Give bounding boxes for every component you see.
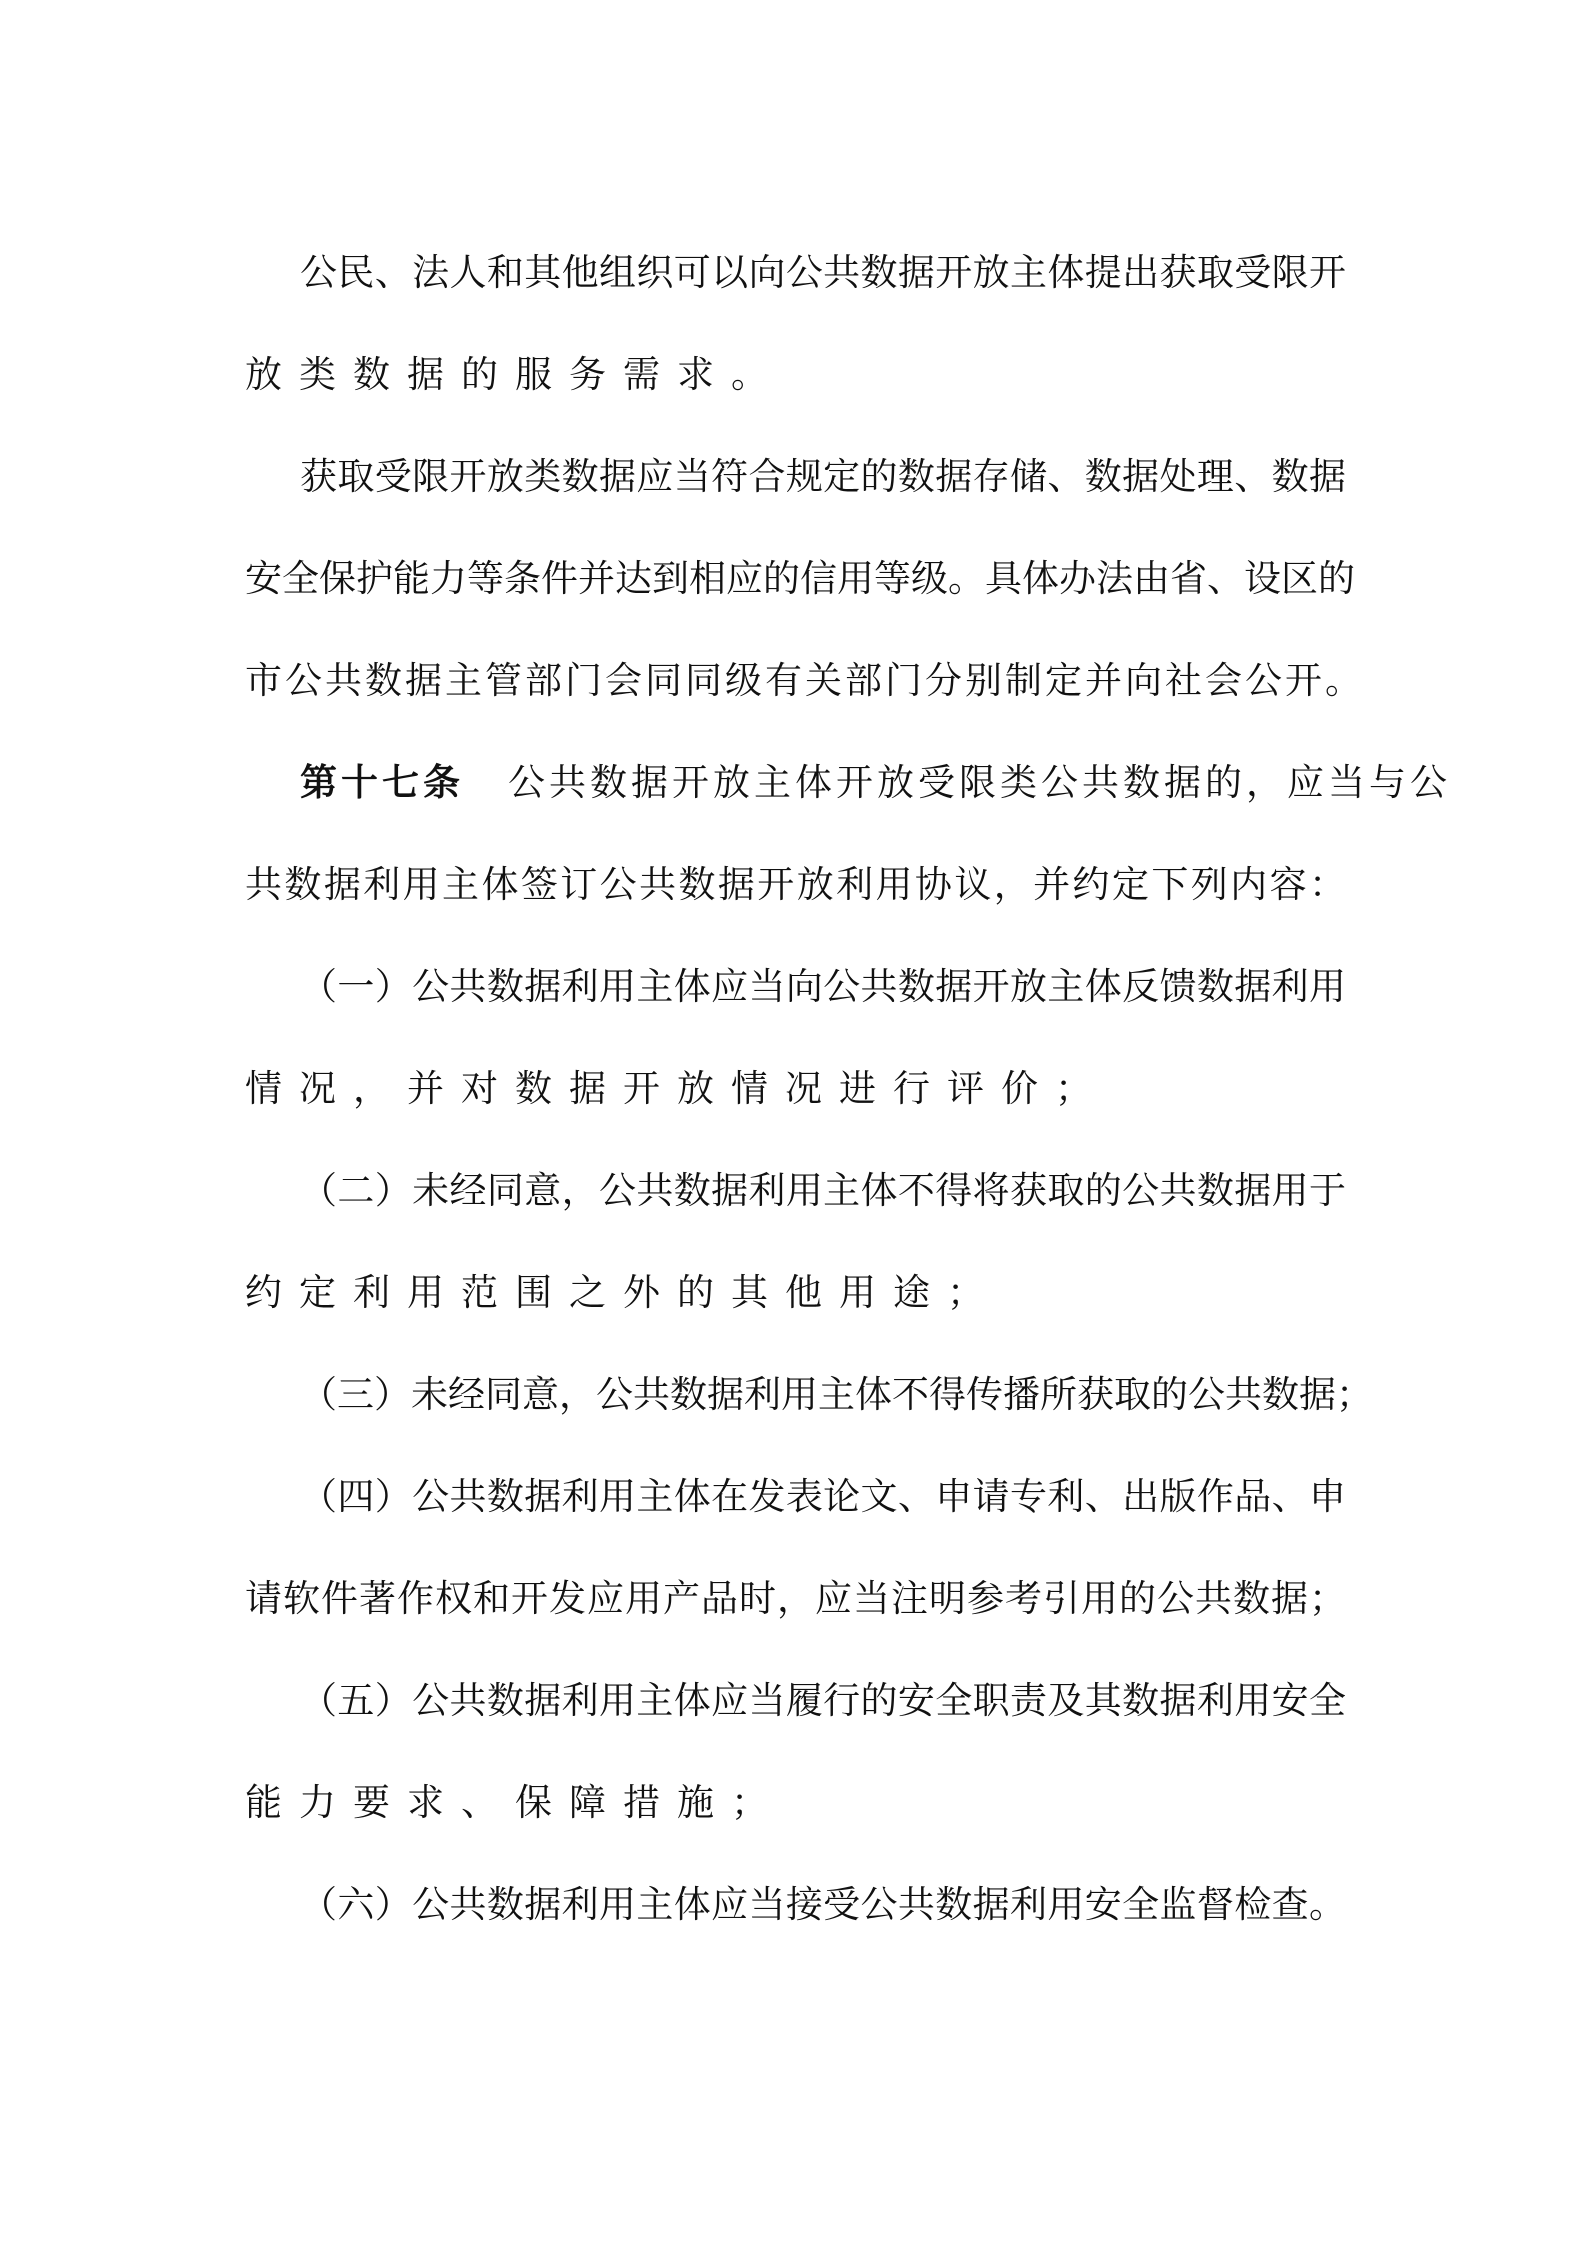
paragraph-line: 获取受限开放类数据应当符合规定的数据存储、数据处理、数据 — [300, 455, 1346, 498]
list-item-line: （二）未经同意，公共数据利用主体不得将获取的公共数据用于 — [300, 1169, 1346, 1212]
article-number: 第十七条 — [300, 761, 464, 804]
paragraph-line: 放类数据的服务需求。 — [245, 353, 785, 396]
list-item-line: （一）公共数据利用主体应当向公共数据开放主体反馈数据利用 — [300, 965, 1346, 1008]
paragraph-line: 市公共数据主管部门会同同级有关部门分别制定并向社会公开。 — [245, 659, 1365, 702]
list-item-line: 请软件著作权和开发应用产品时，应当注明参考引用的公共数据； — [245, 1577, 1346, 1620]
list-item-line: 能力要求、保障措施； — [245, 1781, 785, 1824]
list-item-line: （四）公共数据利用主体在发表论文、申请专利、出版作品、申 — [300, 1475, 1346, 1518]
list-item-line: 情况，并对数据开放情况进行评价； — [245, 1067, 1109, 1110]
list-item-line: （六）公共数据利用主体应当接受公共数据利用安全监督检查。 — [300, 1883, 1346, 1926]
paragraph-line: 共数据利用主体签订公共数据开放利用协议，并约定下列内容： — [245, 863, 1346, 906]
paragraph-line: 安全保护能力等条件并达到相应的信用等级。具体办法由省、设区的 — [245, 557, 1355, 600]
list-item-line: （三）未经同意，公共数据利用主体不得传播所获取的公共数据； — [300, 1373, 1373, 1416]
paragraph-text: 公共数据开放主体开放受限类公共数据的，应当与公 — [508, 761, 1451, 804]
list-item-line: （五）公共数据利用主体应当履行的安全职责及其数据利用安全 — [300, 1679, 1346, 1722]
article-heading-line — [300, 753, 1451, 813]
paragraph-line: 公民、法人和其他组织可以向公共数据开放主体提出获取受限开 — [300, 251, 1346, 294]
list-item-line: 约定利用范围之外的其他用途； — [245, 1271, 1001, 1314]
